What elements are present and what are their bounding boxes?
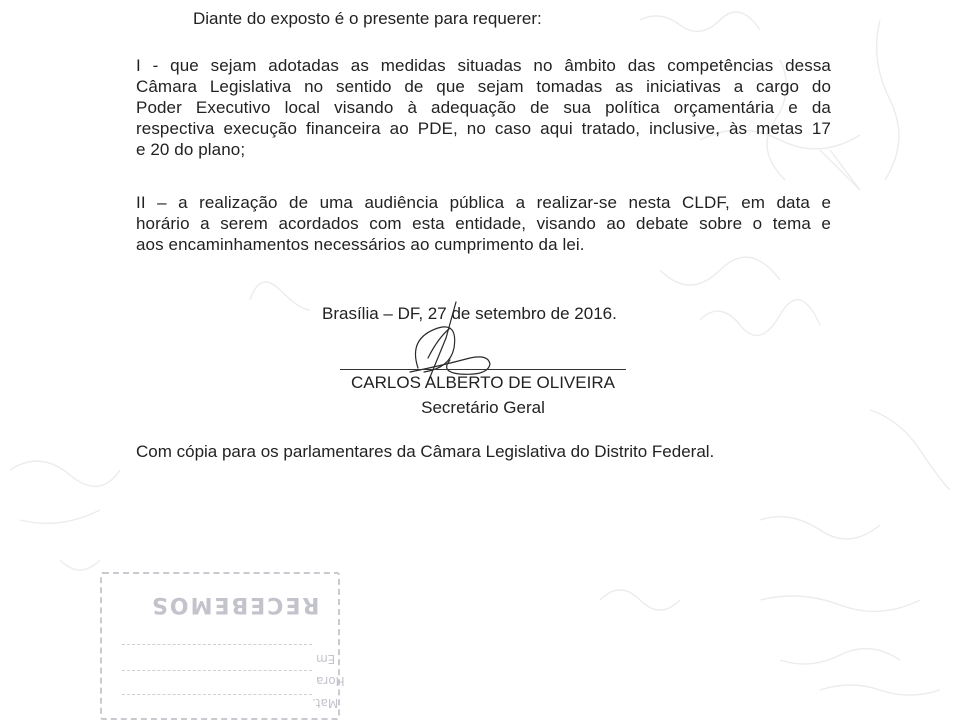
request-item-2 — [136, 192, 831, 255]
item-1-line: Câmara Legislativa no sentido de que sejam tomadas as iniciativas a cargo do — [136, 77, 831, 96]
request-item-1 — [136, 55, 831, 160]
dateline: Brasília – DF, 27 de setembro de 2016. — [322, 304, 617, 323]
stamp-rule — [122, 670, 312, 671]
item-2-line: II – a realização de uma audiência pública a realizar-se nesta CLDF, em data e — [136, 193, 831, 212]
stamp-title: RECEBEMOS — [150, 592, 320, 617]
item-2-line: horário a serem acordados com esta entidade, visando ao debate sobre o tema e — [136, 214, 831, 233]
item-1-line: e 20 do plano; — [136, 140, 246, 159]
stamp-rule — [122, 694, 312, 695]
stamp-field: Mat. — [312, 696, 339, 710]
signatory-role: Secretário Geral — [421, 398, 545, 417]
signature-line — [340, 369, 626, 370]
item-1-line: Poder Executivo local visando à adequação de sua política orçamentária e da — [136, 98, 831, 117]
stamp-field: Em — [316, 652, 336, 666]
copy-note: Com cópia para os parlamentares da Câmara Legislativa do Distrito Federal. — [136, 442, 715, 461]
item-1-line: respectiva execução financeira ao PDE, no caso aqui tratado, inclusive, às metas 17 — [136, 119, 831, 138]
item-1-line: I - que sejam adotadas as medidas situadas no âmbito das competências dessa — [136, 56, 831, 75]
stamp-rule — [122, 644, 312, 645]
received-stamp — [100, 572, 345, 720]
stamp-field: Hora — [316, 674, 345, 688]
intro-text: Diante do exposto é o presente para requerer: — [193, 9, 542, 28]
signatory-name: CARLOS ALBERTO DE OLIVEIRA — [351, 373, 615, 392]
item-2-line: aos encaminhamentos necessários ao cumprimento da lei. — [136, 235, 585, 254]
